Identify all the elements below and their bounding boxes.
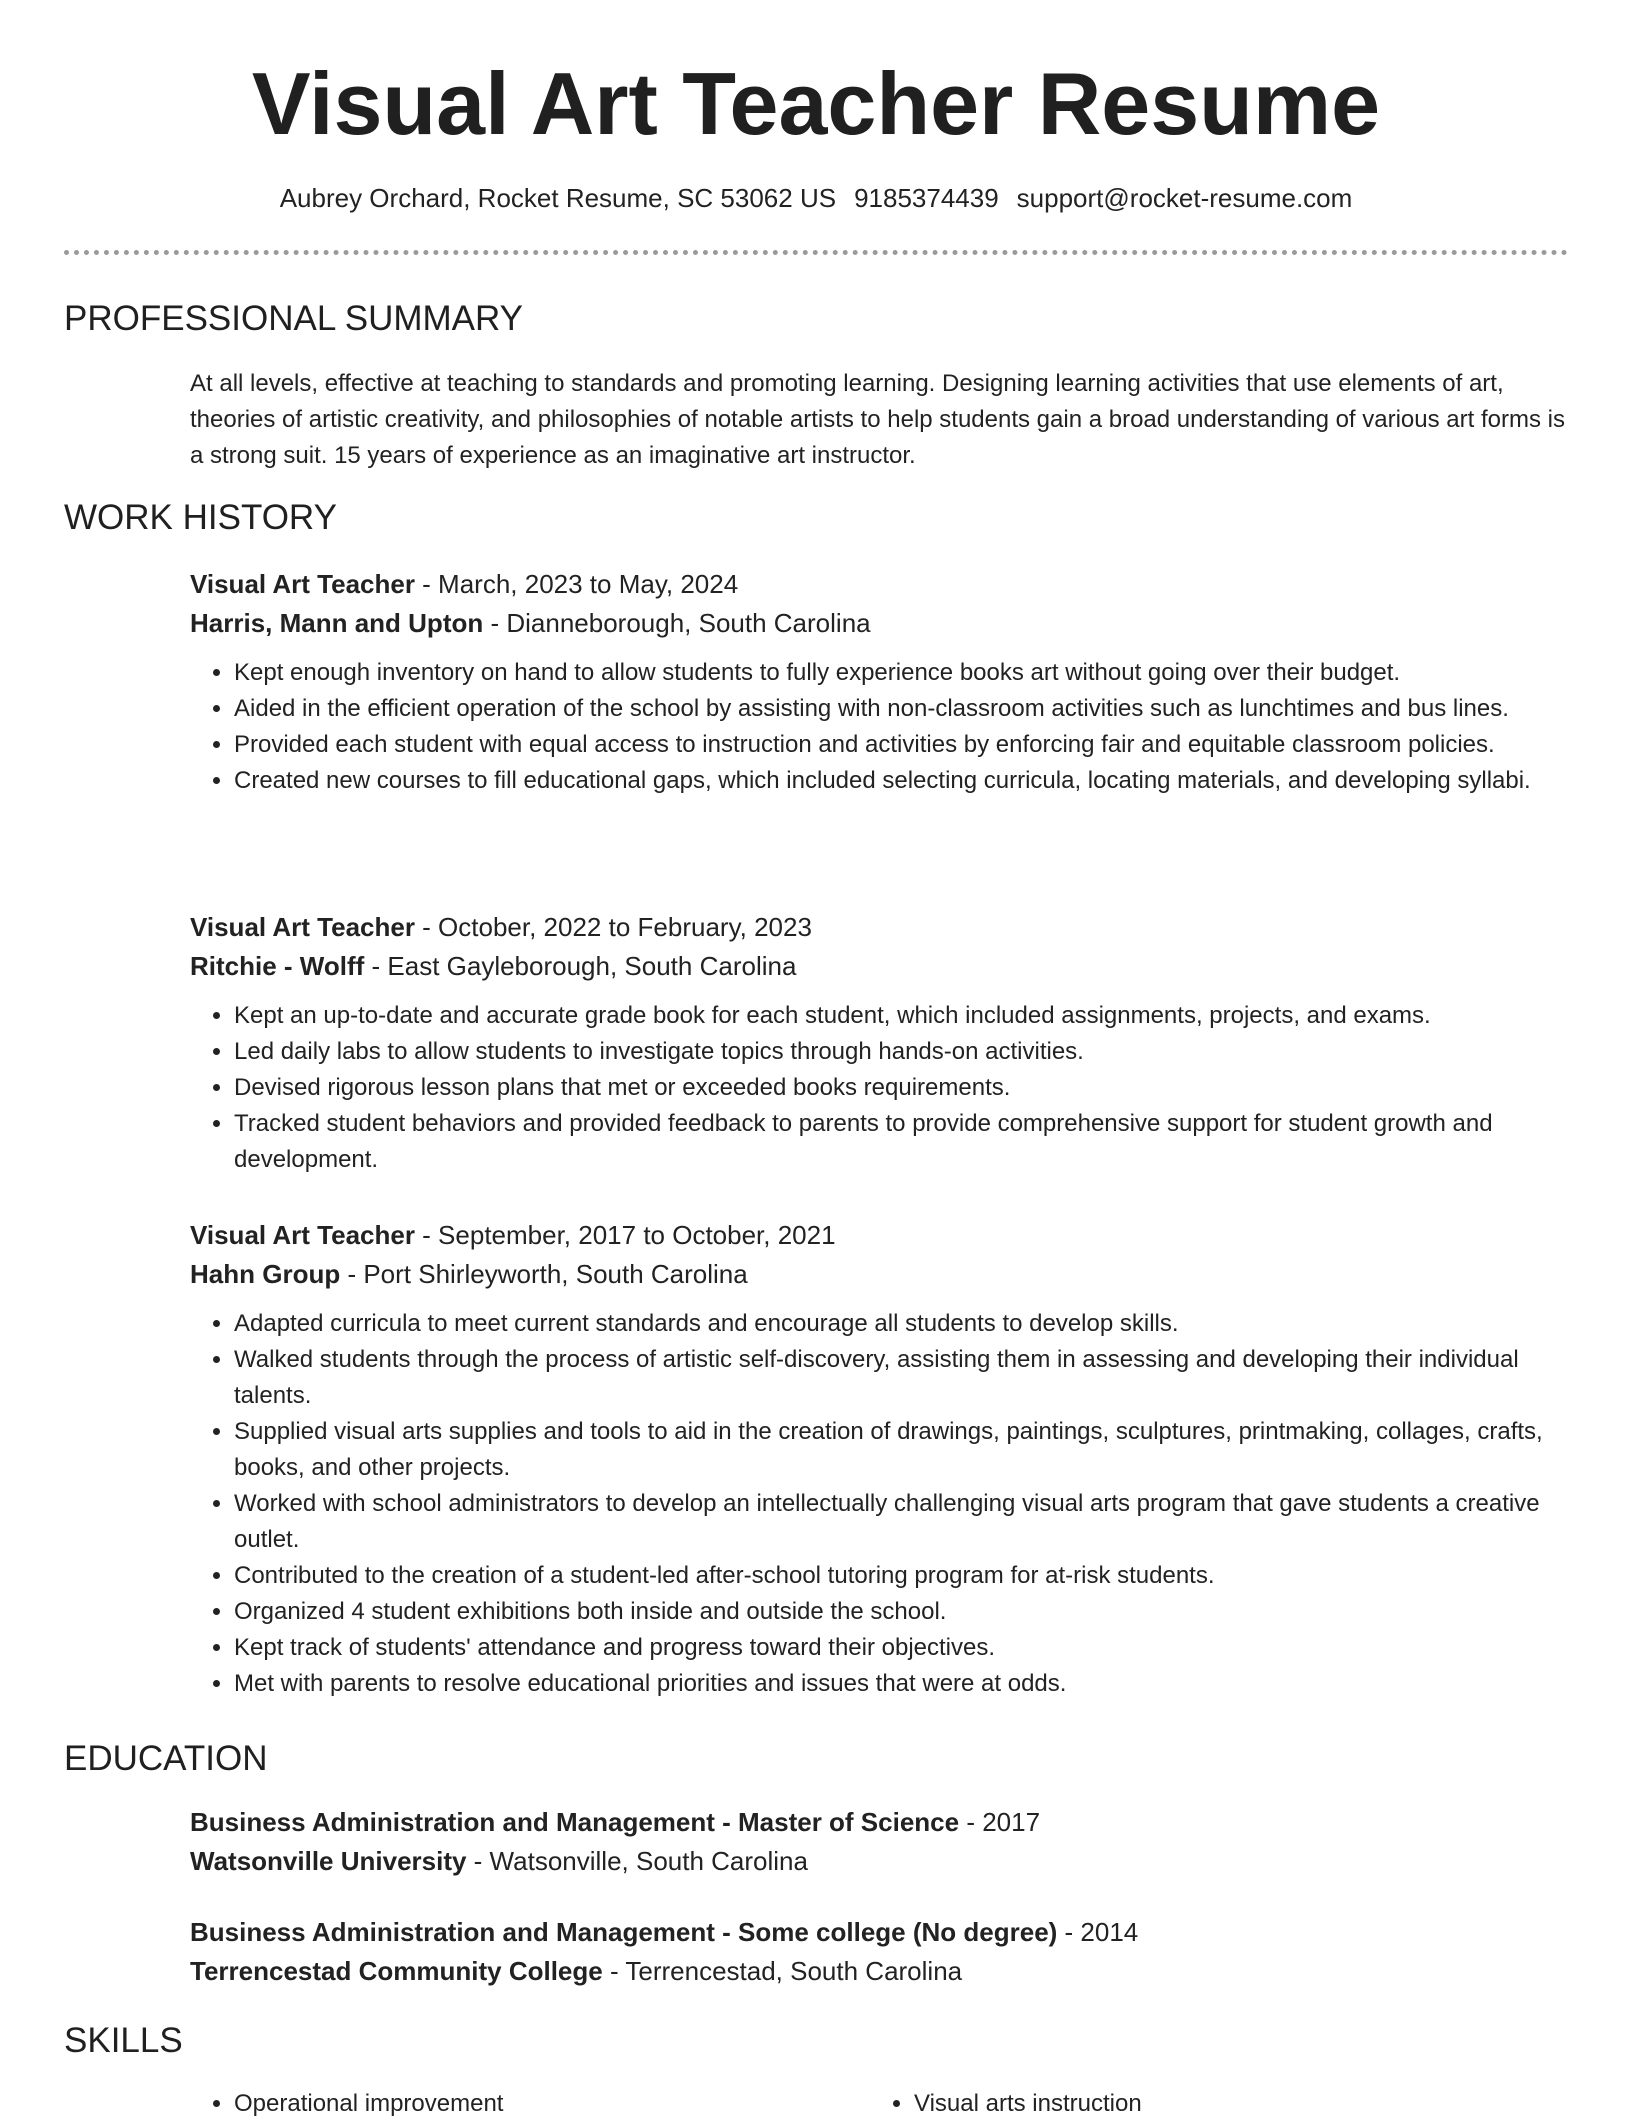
job-bullet: • Kept an up-to-date and accurate grade book for each student, which included assignments, projects, and exams. bbox=[234, 998, 1568, 1034]
job-title-line bbox=[190, 1216, 1568, 1255]
degree-year: - 2017 bbox=[959, 1807, 1041, 1837]
degree: Business Administration and Management - Master of Science bbox=[190, 1807, 960, 1837]
job-company-line bbox=[190, 1255, 1568, 1294]
job-dates: - October, 2022 to February, 2023 bbox=[414, 912, 812, 942]
school-line bbox=[190, 1952, 1568, 1991]
education-heading: EDUCATION bbox=[64, 1739, 268, 1778]
job-company: Ritchie - Wolff bbox=[190, 951, 365, 981]
contact-phone: 9185374439 bbox=[854, 183, 999, 213]
job-bullet: • Met with parents to resolve educational priorities and issues that were at odds. bbox=[234, 1666, 1568, 1702]
job-entry bbox=[190, 908, 1568, 1178]
skills-heading: SKILLS bbox=[64, 2021, 183, 2060]
job-location: - Port Shirleyworth, South Carolina bbox=[340, 1259, 748, 1289]
job-bullet: • Devised rigorous lesson plans that met or exceeded books requirements. bbox=[234, 1070, 1568, 1106]
degree-year: - 2014 bbox=[1057, 1917, 1139, 1947]
job-bullet: • Adapted curricula to meet current standards and encourage all students to develop skills. bbox=[234, 1306, 1568, 1342]
school-location: - Watsonville, South Carolina bbox=[466, 1846, 808, 1876]
degree-line bbox=[190, 1803, 1568, 1842]
education-entry bbox=[190, 1913, 1568, 1991]
job-bullet: • Kept track of students' attendance and progress toward their objectives. bbox=[234, 1630, 1568, 1666]
header-divider bbox=[64, 250, 1568, 255]
school-location: - Terrencestad, South Carolina bbox=[602, 1956, 963, 1986]
summary-heading: PROFESSIONAL SUMMARY bbox=[64, 299, 523, 338]
school-line bbox=[190, 1842, 1568, 1881]
job-bullets bbox=[190, 1306, 1568, 1702]
job-company: Harris, Mann and Upton bbox=[190, 608, 484, 638]
resume-title: Visual Art Teacher Resume bbox=[251, 54, 1381, 153]
job-company-line bbox=[190, 947, 1568, 986]
job-dates: - September, 2017 to October, 2021 bbox=[414, 1220, 836, 1250]
job-title: Visual Art Teacher bbox=[190, 912, 415, 942]
summary-text: At all levels, effective at teaching to standards and promoting learning. Designing learning activities that use elements of art, theories of artistic creativity, and philosophies of notable artists to help students gain a broad understanding of various art forms is a strong suit. 15 years of experience as an imaginative art instructor. bbox=[190, 370, 1565, 469]
job-bullet: • Walked students through the process of artistic self-discovery, assisting them in assessing and developing their individual talents. bbox=[234, 1342, 1568, 1414]
job-bullet: • Contributed to the creation of a student-led after-school tutoring program for at-risk students. bbox=[234, 1558, 1568, 1594]
skills-list-left bbox=[190, 2086, 834, 2122]
school: Watsonville University bbox=[190, 1846, 467, 1876]
job-title-line bbox=[190, 908, 1568, 947]
job-entry bbox=[190, 1216, 1568, 1702]
job-bullet: • Supplied visual arts supplies and tools to aid in the creation of drawings, paintings, sculptures, printmaking, collages, crafts, books, and other projects. bbox=[234, 1414, 1568, 1486]
job-location: - Dianneborough, South Carolina bbox=[483, 608, 871, 638]
job-dates: - March, 2023 to May, 2024 bbox=[414, 569, 739, 599]
job-bullet: • Kept enough inventory on hand to allow students to fully experience books art without going over their budget. bbox=[234, 655, 1568, 691]
job-bullet: • Worked with school administrators to develop an intellectually challenging visual arts program that gave students a creative outlet. bbox=[234, 1486, 1568, 1558]
degree: Business Administration and Management - Some college (No degree) bbox=[190, 1917, 1058, 1947]
contact-line bbox=[0, 182, 1632, 214]
job-bullet: • Created new courses to fill educational gaps, which included selecting curricula, locating materials, and developing syllabi. bbox=[234, 763, 1568, 799]
job-title: Visual Art Teacher bbox=[190, 1220, 415, 1250]
job-bullets bbox=[190, 998, 1568, 1178]
education-entry bbox=[190, 1803, 1568, 1881]
job-company: Hahn Group bbox=[190, 1259, 341, 1289]
contact-email[interactable]: support@rocket-resume.com bbox=[1016, 183, 1353, 213]
job-title: Visual Art Teacher bbox=[190, 569, 415, 599]
job-bullets bbox=[190, 655, 1568, 799]
degree-line bbox=[190, 1913, 1568, 1952]
job-title-line bbox=[190, 565, 1568, 604]
job-bullet: • Aided in the efficient operation of the school by assisting with non-classroom activities such as lunchtimes and bus lines. bbox=[234, 691, 1568, 727]
contact-address: Aubrey Orchard, Rocket Resume, SC 53062 US bbox=[279, 183, 837, 213]
skill-item: • Operational improvement bbox=[234, 2086, 834, 2122]
job-bullet: • Provided each student with equal access to instruction and activities by enforcing fair and equitable classroom policies. bbox=[234, 727, 1568, 763]
job-bullet: • Organized 4 student exhibitions both inside and outside the school. bbox=[234, 1594, 1568, 1630]
job-company-line bbox=[190, 604, 1568, 643]
skills-list-right bbox=[870, 2086, 1514, 2122]
job-bullet: • Tracked student behaviors and provided feedback to parents to provide comprehensive support for student growth and development. bbox=[234, 1106, 1568, 1178]
job-entry bbox=[190, 565, 1568, 799]
job-location: - East Gayleborough, South Carolina bbox=[364, 951, 797, 981]
work-history-heading: WORK HISTORY bbox=[64, 498, 337, 537]
skill-item: • Visual arts instruction bbox=[914, 2086, 1514, 2122]
school: Terrencestad Community College bbox=[190, 1956, 603, 1986]
job-bullet: • Led daily labs to allow students to investigate topics through hands-on activities. bbox=[234, 1034, 1568, 1070]
